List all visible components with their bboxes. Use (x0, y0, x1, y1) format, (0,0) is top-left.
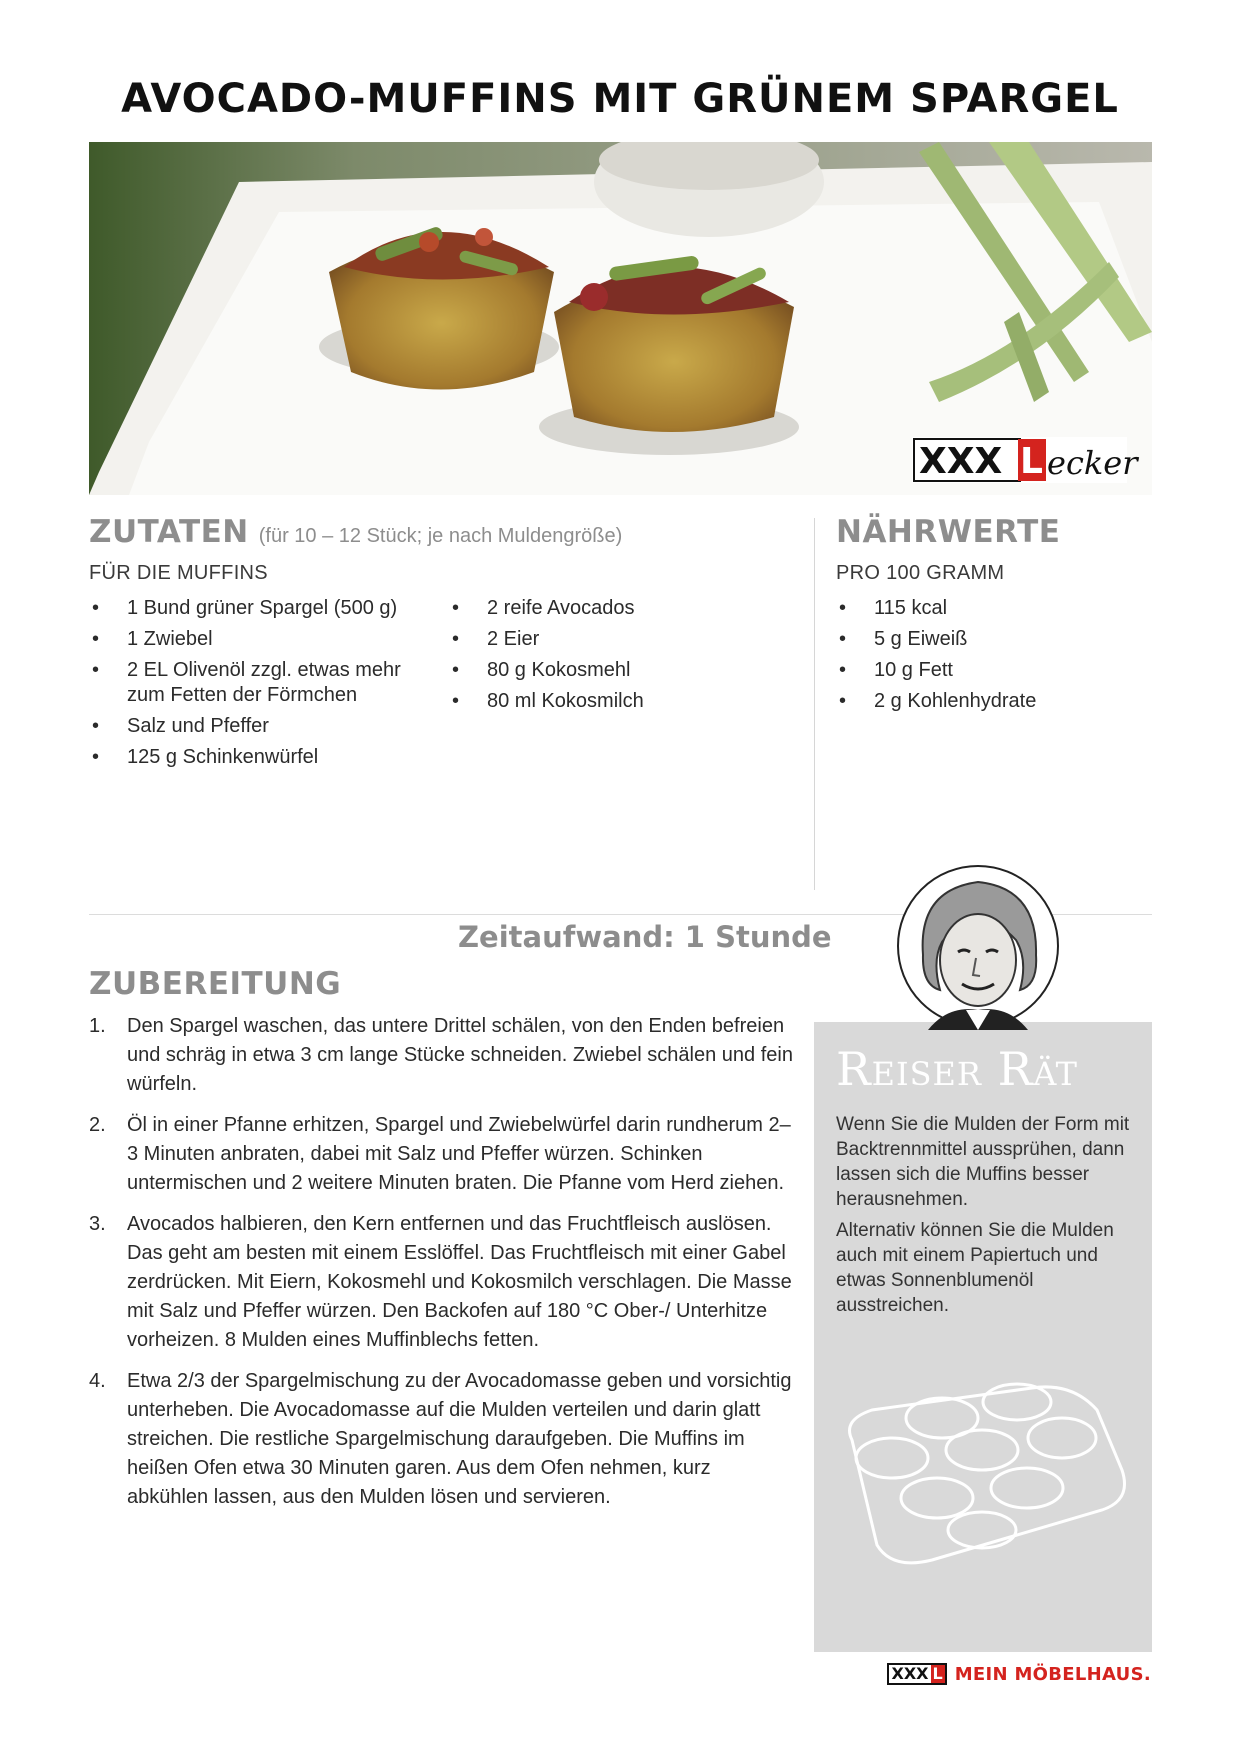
xxxl-logo: XXX L (887, 1663, 946, 1685)
list-item: • 2 g Kohlenhydrate (839, 690, 1037, 712)
ingredients-section (89, 514, 789, 585)
list-item: • 10 g Fett (839, 659, 953, 681)
step-item: 1. Den Spargel waschen, das untere Drittel schälen, von den Enden befreien und schräg in etwa 3 cm lange Stücke schneiden. Zwiebel schälen und fein würfeln. (89, 1015, 793, 1095)
tip-paragraph: Alternativ können Sie die Mulden auch mit einem Papiertuch und etwas Sonnenblumenöl ausstreichen. (836, 1220, 1114, 1316)
photo-brand-l: L (1020, 441, 1043, 482)
list-item: • 2 reife Avocados (452, 597, 635, 619)
ingredients-list-2 (449, 596, 779, 720)
list-item: • 115 kcal (839, 597, 948, 619)
photo-brand-suffix: ecker (1047, 444, 1138, 482)
list-item: • Salz und Pfeffer (92, 715, 269, 737)
preparation-steps (89, 1012, 794, 1524)
tip-title: Reiser Rät (836, 1042, 1078, 1096)
footer-brand (887, 1663, 1151, 1685)
list-item: • 1 Zwiebel (92, 628, 213, 650)
chef-portrait-icon (888, 860, 1068, 1040)
list-item: • 2 EL Olivenöl zzgl. etwas mehr zum Fetten der Förmchen (92, 659, 401, 706)
ingredients-list-1 (89, 596, 419, 776)
step-item: 2. Öl in einer Pfanne erhitzen, Spargel und Zwiebelwürfel darin rundherum 2–3 Minuten anbraten, dabei mit Salz und Pfeffer würzen. Schinken untermischen und 2 weitere Minuten braten. Die Pfanne vom Herd ziehen. (89, 1114, 791, 1194)
tip-text (836, 1112, 1136, 1324)
list-item: • 125 g Schinkenwürfel (92, 746, 319, 768)
time-required: Zeitaufwand: 1 Stunde (458, 920, 832, 954)
list-item: • 5 g Eiweiß (839, 628, 968, 650)
nutrition-heading: NÄHRWERTE (836, 514, 1061, 550)
nutrition-subheading: PRO 100 GRAMM (836, 562, 1005, 584)
photo-brand-xxx: XXX (919, 441, 1003, 482)
muffin-tray-icon (832, 1380, 1132, 1580)
preparation-heading: ZUBEREITUNG (89, 966, 342, 1002)
list-item: • 80 g Kokosmehl (452, 659, 631, 681)
column-divider (814, 518, 815, 890)
recipe-title: AVOCADO-MUFFINS MIT GRÜNEM SPARGEL (121, 76, 1119, 122)
ingredients-note: (für 10 – 12 Stück; je nach Muldengröße) (258, 525, 623, 547)
nutrition-list (836, 596, 1136, 720)
list-item: • 80 ml Kokosmilch (452, 690, 644, 712)
list-item: • 2 Eier (452, 628, 540, 650)
footer-slogan: MEIN MÖBELHAUS. (954, 1663, 1151, 1685)
list-item: • 1 Bund grüner Spargel (500 g) (92, 597, 398, 619)
tip-paragraph: Wenn Sie die Mulden der Form mit Backtrennmittel aussprühen, dann lassen sich die Muffins besser herausnehmen. (836, 1114, 1130, 1210)
recipe-photo (89, 142, 1152, 495)
ingredients-subheading: FÜR DIE MUFFINS (89, 562, 268, 584)
step-item: 3. Avocados halbieren, den Kern entfernen und das Fruchtfleisch auslösen. Das geht am besten mit einem Esslöffel. Das Fruchtfleisch mit einer Gabel zerdrücken. Mit Eiern, Kokosmehl und Kokosmilch verschlagen. Die Masse mit Salz und Pfeffer würzen. Den Backofen auf 180 °C Ober-/ Unterhitze vorheizen. 8 Mulden eines Muffinblechs fetten. (89, 1213, 792, 1351)
step-item: 4. Etwa 2/3 der Spargelmischung zu der Avocadomasse geben und vorsichtig unterheben. Die Avocadomasse auf die Mulden verteilen und darin glatt streichen. Die restliche Spargelmischung daraufgeben. Die Muffins im heißen Ofen etwa 30 Minuten garen. Aus dem Ofen nehmen, kurz abkühlen lassen, aus den Mulden lösen und servieren. (89, 1370, 792, 1508)
ingredients-heading: ZUTATEN (89, 514, 249, 550)
nutrition-section (836, 514, 1136, 585)
